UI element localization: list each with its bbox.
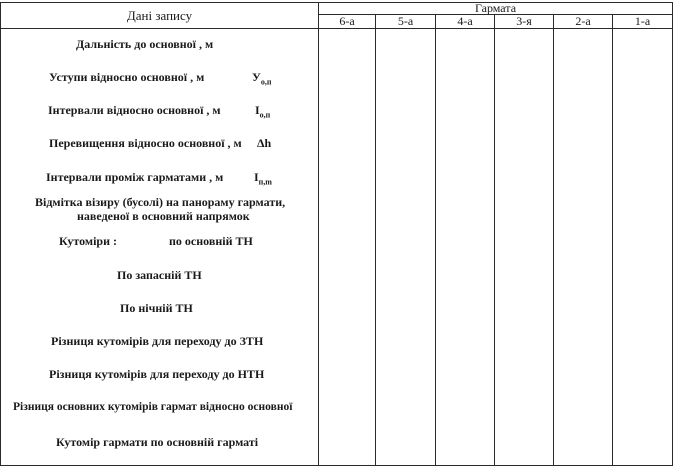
row-offsets-symbol: $У_{о,п}$ [252, 70, 272, 87]
row-elevation-label: Перевищення відносно основної , м [49, 136, 242, 150]
row-between-symbol: $І_{п,m}$ [254, 170, 272, 187]
row-diff-spare-label: Різниця кутомірів для переходу до ЗТН [51, 334, 264, 348]
gun-1-column[interactable] [613, 29, 673, 466]
row-diff-main-label: Різниця основних кутомірів гармат відносно основної [13, 401, 293, 413]
row-gun-angle-label: Кутомір гармати по основній гарматі [56, 435, 259, 449]
row-night-label: По нічній ТН [120, 301, 193, 315]
row-spare-label: По запасній ТН [117, 268, 202, 282]
record-table [0, 2, 673, 466]
gun-4-column[interactable] [436, 29, 495, 466]
row-intervals-label: Інтервали відносно основної , м [48, 103, 221, 117]
gun-header-6: 6-а [319, 15, 376, 29]
gun-header-3: 3-я [495, 15, 554, 29]
gun-5-column[interactable] [376, 29, 436, 466]
row-diff-night-label: Різниця кутомірів для переходу до НТН [49, 367, 265, 381]
gun-header-2: 2-а [554, 15, 613, 29]
gun-header-1: 1-а [613, 15, 673, 29]
row-goniometers-main: по основній ТН [169, 234, 253, 248]
row-goniometers-label: Кутоміри : [59, 234, 118, 248]
data-column [1, 29, 319, 466]
gun-3-column[interactable] [495, 29, 554, 466]
gun-header-5: 5-а [376, 15, 436, 29]
row-between-label: Інтервали проміж гарматами , м [46, 170, 224, 184]
row-mark-label-1: Відмітка візиру (бусолі) на панораму гармати, [35, 195, 286, 209]
row-offsets-label: Уступи відносно основної , м [49, 70, 205, 84]
row-intervals-symbol: $І_{о,п}$ [255, 103, 271, 120]
row-elevation-symbol: Δh [257, 136, 272, 150]
gun-group-header: Гармата [319, 3, 673, 15]
row-mark-label-2: наведеної в основний напрямок [77, 209, 250, 223]
data-header: Дані запису [1, 3, 319, 29]
gun-6-column[interactable] [319, 29, 376, 466]
gun-header-4: 4-а [436, 15, 495, 29]
row-distance-label: Дальність до основної , м [76, 37, 214, 51]
gun-2-column[interactable] [554, 29, 613, 466]
